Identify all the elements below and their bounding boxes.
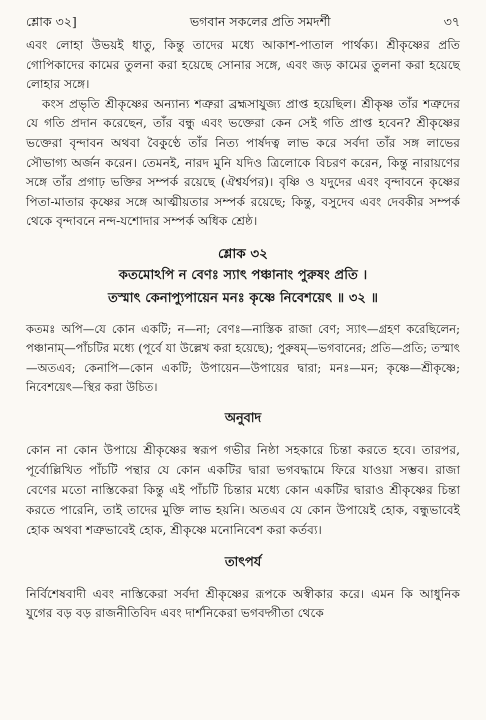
page-number: ৩৭	[443, 14, 460, 29]
translation-text: কোন না কোন উপায়ে শ্রীকৃষ্ণের স্বরূপ গভীর নিষ্ঠা সহকারে চিন্তা করতে হবে। তারপর, পূর্বোল্লিখিত পাঁচটি পন্থার যে কোন একটির দ্বারা ভগবদ্ধামে ফিরে যাওয়া সম্ভব। রাজা বেণের মতো নাস্তিকেরা কিন্তু এই পাঁচটি চিন্তার মধ্যে কোন একটির দ্বারাও শ্রীকৃষ্ণের চিন্তা করতে পারেনি, তাই তাদের মুক্তি লাভ হয়নি। অতএব যে কোন উপায়েই হোক, বন্ধুভাবেই হোক অথবা শত্রুভাবেই হোক, শ্রীকৃষ্ণে মনোনিবেশ করা কর্তব্য।	[26, 443, 460, 537]
header-verse-ref: শ্লোক ৩২]	[26, 14, 77, 29]
purport-heading: তাৎপর্য	[224, 554, 262, 570]
intro-paragraph-2: কংস প্রভৃতি শ্রীকৃষ্ণের অন্যান্য শত্রুরা ব্রহ্মসাযুজ্য প্রাপ্ত হয়েছিল। শ্রীকৃষ্ণ তাঁর শত্রুদের যে গতি প্রদান করেছেন, তাঁর বন্ধু এবং ভক্তেরা কেন সেই গতি প্রাপ্ত হবেন? শ্রীকৃষ্ণের ভক্তেরা বৃন্দাবন অথবা বৈকুণ্ঠে তাঁর নিত্য পার্ষদত্ব লাভ করে সর্বদা তাঁর সঙ্গ লাভের সৌভাগ্য অর্জন করেন। তেমনই, নারদ মুনি যদিও ত্রিলোকে বিচরণ করেন, কিন্তু নারায়ণের সঙ্গে তাঁর প্রগাঢ় ভক্তির সম্পর্ক রয়েছে (ঐশ্বর্যপর)। বৃষ্ণি ও যদুদের এবং বৃন্দাবনে কৃষ্ণের পিতা-মাতার কৃষ্ণের সঙ্গে আত্মীয়তার সম্পর্ক রয়েছে; কিন্তু, বসুদেব এবং দেবকীর সম্পর্ক থেকে বৃন্দাবনে নন্দ-যশোদার সম্পর্ক অধিক শ্রেষ্ঠ।	[26, 96, 460, 229]
header-chapter-title: ভগবান সকলের প্রতি সমদর্শী	[189, 14, 331, 29]
running-header	[26, 14, 460, 36]
purport-text: নির্বিশেষবাদী এবং নাস্তিকেরা সর্বদা শ্রীকৃষ্ণের রূপকে অস্বীকার করে। এমন কি আধুনিক যুগের বড় বড় রাজনীতিবিদ এবং দার্শনিকেরা ভগবদ্গীতা থেকে	[26, 586, 460, 621]
verse-line-1: কতমোঽপি ন বেণঃ স্যাৎ পঞ্চানাং পুরুষং প্রতি ।	[118, 267, 368, 283]
intro-paragraph-1: এবং লোহা উভয়ই ধাতু, কিন্তু তাদের মধ্যে আকাশ-পাতাল পার্থক্য। শ্রীকৃষ্ণের প্রতি গোপিকাদের কামের তুলনা করা হয়েছে সোনার সঙ্গে, এবং জড় কামের তুলনা করা হয়েছে লোহার সঙ্গে।	[26, 38, 460, 92]
sloka-title: শ্লোক ৩২	[218, 245, 268, 262]
word-for-word-meanings: কতমঃ অপি—যে কোন একটি; ন—না; বেণঃ—নাস্তিক রাজা বেণ; স্যাৎ—গ্রহণ করেছিলেন; পঞ্চানাম্—পাঁচটির মধ্যে (পূর্বে যা উল্লেখ করা হয়েছে); পুরুষম্—ভগবানের; প্রতি—প্রতি; তস্মাৎ—অতএব; কেনাপি—কোন একটি; উপায়েন—উপায়ের দ্বারা; মনঃ—মন; কৃষ্ণে—শ্রীকৃষ্ণে; নিবেশয়েৎ—স্থির করা উচিত।	[26, 321, 460, 395]
verse-line-2: তস্মাৎ কেনাপ্যুপায়েন মনঃ কৃষ্ণে নিবেশয়েৎ ॥ ৩২ ॥	[107, 290, 379, 306]
translation-heading: অনুবাদ	[224, 411, 262, 427]
